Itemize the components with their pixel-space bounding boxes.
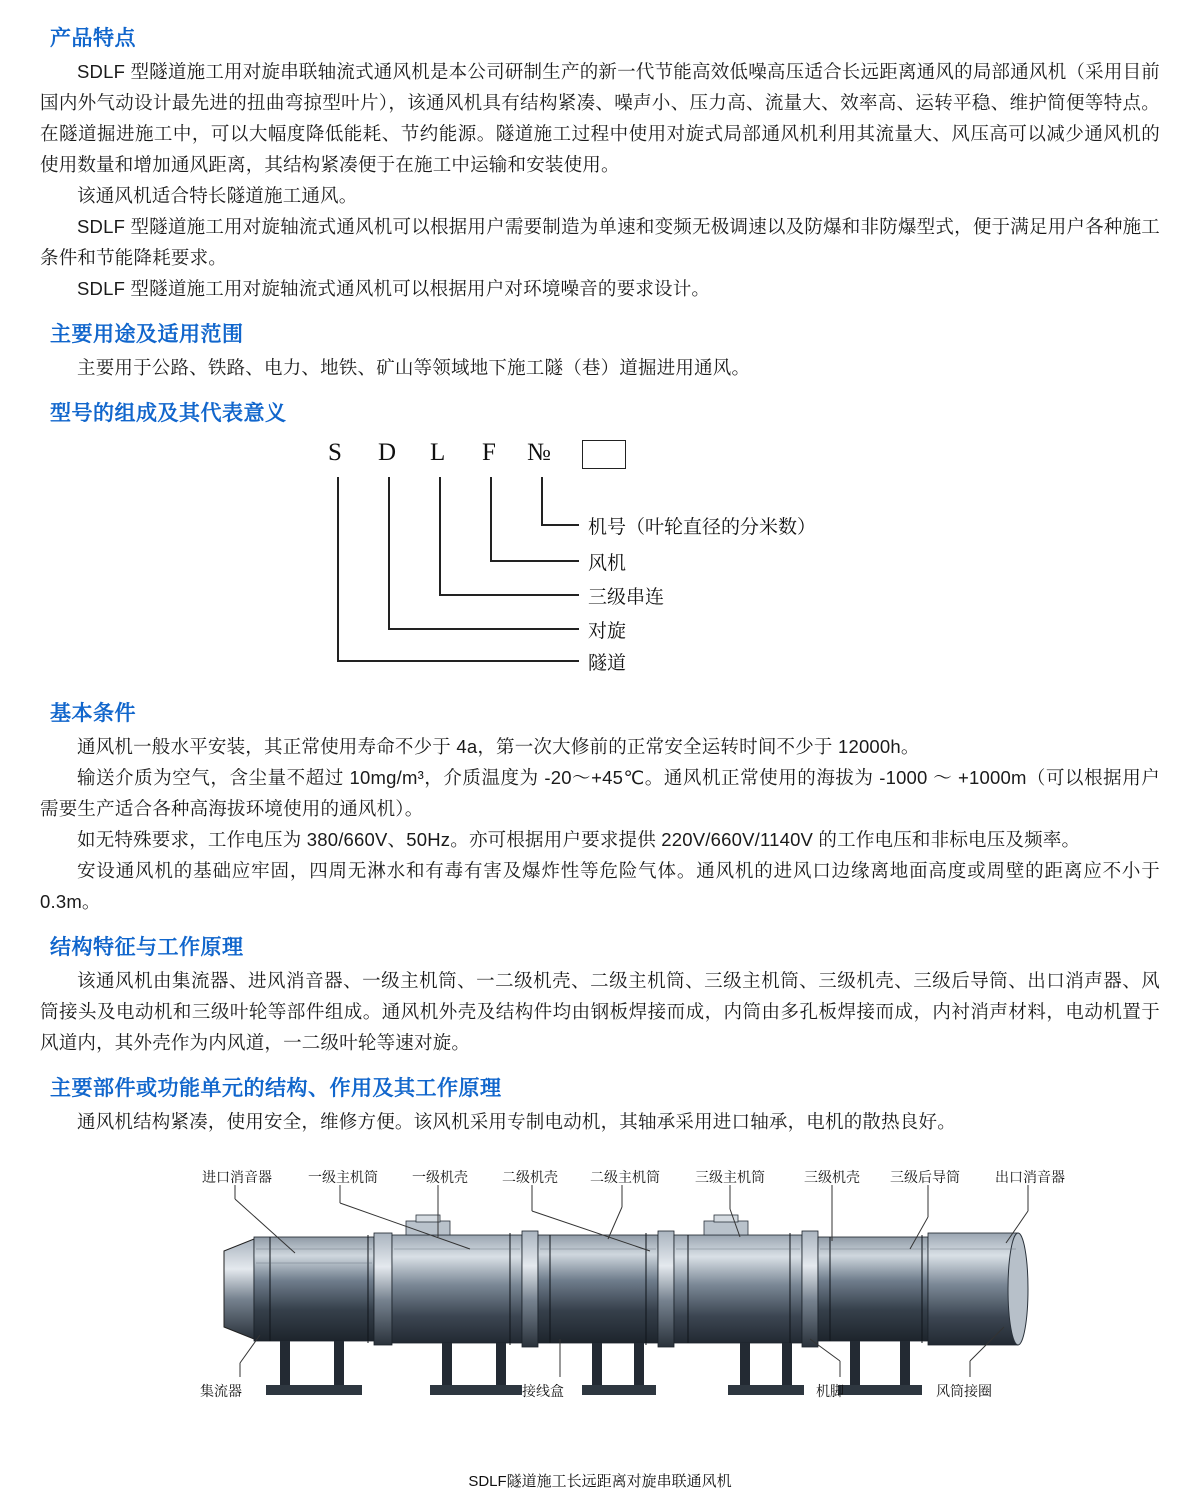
model-letter-s: S xyxy=(328,439,342,466)
section-title-model-code: 型号的组成及其代表意义 xyxy=(50,402,287,425)
fan-illustration xyxy=(210,1199,1050,1429)
model-leg-s xyxy=(337,660,579,662)
applications-body xyxy=(40,352,1160,383)
figure-label-inlet-silencer: 进口消音器 xyxy=(202,1169,272,1185)
model-letter-f: F xyxy=(482,439,496,466)
figure-label-stage3-rear-guide: 三级后导筒 xyxy=(890,1169,960,1185)
figure-label-outlet-silencer: 出口消音器 xyxy=(995,1169,1065,1185)
model-label-tunnel: 隧道 xyxy=(588,653,627,674)
basic-conditions-body xyxy=(40,731,1160,917)
model-line-s xyxy=(337,477,339,661)
paragraph: 输送介质为空气，含尘量不超过 10mg/m³，介质温度为 -20～+45℃。通风机正常使用的海拔为 -1000 ～ +1000m（可以根据用户需要生产适合各种高海拔环境使用的通风机）。 xyxy=(40,767,1160,819)
paragraph: 通风机结构紧凑，使用安全，维修方便。该风机采用专制电动机，其轴承采用进口轴承，电机的散热良好。 xyxy=(77,1111,956,1132)
paragraph: SDLF 型隧道施工用对旋轴流式通风机可以根据用户对环境噪音的要求设计。 xyxy=(77,278,711,299)
paragraph: 该通风机由集流器、进风消音器、一级主机筒、一二级机壳、二级主机筒、三级主机筒、三级机壳、三级后导筒、出口消声器、风筒接头及电动机和三级叶轮等部件组成。通风机外壳及结构件均由钢板焊接而成，内筒由多孔板焊接而成，内衬消声材料，电动机置于风道内，其外壳作为内风道，一二级叶轮等速对旋。 xyxy=(40,970,1160,1053)
section-title-product-features: 产品特点 xyxy=(50,27,136,50)
section-title-basic-conditions: 基本条件 xyxy=(50,702,136,725)
section-title-main-components: 主要部件或功能单元的结构、作用及其工作原理 xyxy=(50,1077,502,1100)
section-title-applications: 主要用途及适用范围 xyxy=(50,323,244,346)
model-label-three-stage-series: 三级串连 xyxy=(588,587,665,608)
model-line-l xyxy=(439,477,441,595)
model-label-impeller-number: 机号（叶轮直径的分米数） xyxy=(588,517,817,538)
model-code-diagram xyxy=(40,433,1160,683)
paragraph: 该通风机适合特长隧道施工通风。 xyxy=(77,185,358,206)
paragraph: SDLF 型隧道施工用对旋串联轴流式通风机是本公司研制生产的新一代节能高效低噪高压适合长远距离通风的局部通风机（采用目前国内外气动设计最先进的扭曲弯掠型叶片），该通风机具有结构紧凑、噪声小、压力高、流量大、效率高、运转平稳、维护简便等特点。在隧道掘进施工中，可以大幅度降低能耗、节约能源。隧道施工过程中使用对旋式局部通风机利用其流量大、风压高可以减少通风机的使用数量和增加通风距离，其结构紧凑便于在施工中运输和安装使用。 xyxy=(40,61,1160,175)
model-label-fan: 风机 xyxy=(588,553,627,574)
model-letter-l: L xyxy=(430,439,446,466)
figure-label-stage1-casing: 一级机壳 xyxy=(412,1169,468,1185)
model-line-number xyxy=(541,477,543,525)
model-leg-l xyxy=(439,594,579,596)
figure-label-stage2-main-barrel: 二级主机筒 xyxy=(590,1169,660,1185)
paragraph: 如无特殊要求，工作电压为 380/660V、50Hz。亦可根据用户要求提供 220V/660V/1140V 的工作电压和非标电压及频率。 xyxy=(77,829,1081,850)
figure-caption: SDLF隧道施工长远距离对旋串联通风机 xyxy=(468,1473,732,1490)
figure-label-duct-ring: 风筒接圈 xyxy=(936,1383,992,1399)
model-number-box xyxy=(582,440,626,469)
model-symbol-number: № xyxy=(527,439,551,466)
model-label-counter-rotating: 对旋 xyxy=(588,621,627,642)
figure-label-stage3-casing: 三级机壳 xyxy=(804,1169,860,1185)
product-features-body xyxy=(40,56,1160,304)
model-letter-d: D xyxy=(378,439,397,466)
product-figure xyxy=(40,1163,1160,1493)
figure-label-stage3-main-barrel: 三级主机筒 xyxy=(695,1169,765,1185)
model-leg-number xyxy=(541,524,579,526)
figure-label-collector: 集流器 xyxy=(200,1383,242,1399)
paragraph: SDLF 型隧道施工用对旋轴流式通风机可以根据用户需要制造为单速和变频无极调速以及防爆和非防爆型式，便于满足用户各种施工条件和节能降耗要求。 xyxy=(40,216,1160,268)
paragraph: 主要用于公路、铁路、电力、地铁、矿山等领域地下施工隧（巷）道掘进用通风。 xyxy=(77,357,751,378)
model-line-f xyxy=(490,477,492,561)
figure-label-machine-foot: 机脚 xyxy=(816,1383,844,1399)
figure-label-junction-box: 接线盒 xyxy=(522,1383,564,1399)
paragraph: 安设通风机的基础应牢固，四周无淋水和有毒有害及爆炸性等危险气体。通风机的进风口边缘离地面高度或周壁的距离应不小于 0.3m。 xyxy=(40,860,1160,912)
model-line-d xyxy=(388,477,390,629)
main-components-body xyxy=(40,1106,1160,1137)
model-leg-f xyxy=(490,560,579,562)
section-title-structure-principle: 结构特征与工作原理 xyxy=(50,936,244,959)
figure-label-stage1-main-barrel: 一级主机筒 xyxy=(308,1169,378,1185)
structure-principle-body xyxy=(40,965,1160,1058)
figure-label-stage2-casing: 二级机壳 xyxy=(502,1169,558,1185)
model-leg-d xyxy=(388,628,579,630)
paragraph: 通风机一般水平安装，其正常使用寿命不少于 4a，第一次大修前的正常安全运转时间不少于 12000h。 xyxy=(77,736,920,757)
